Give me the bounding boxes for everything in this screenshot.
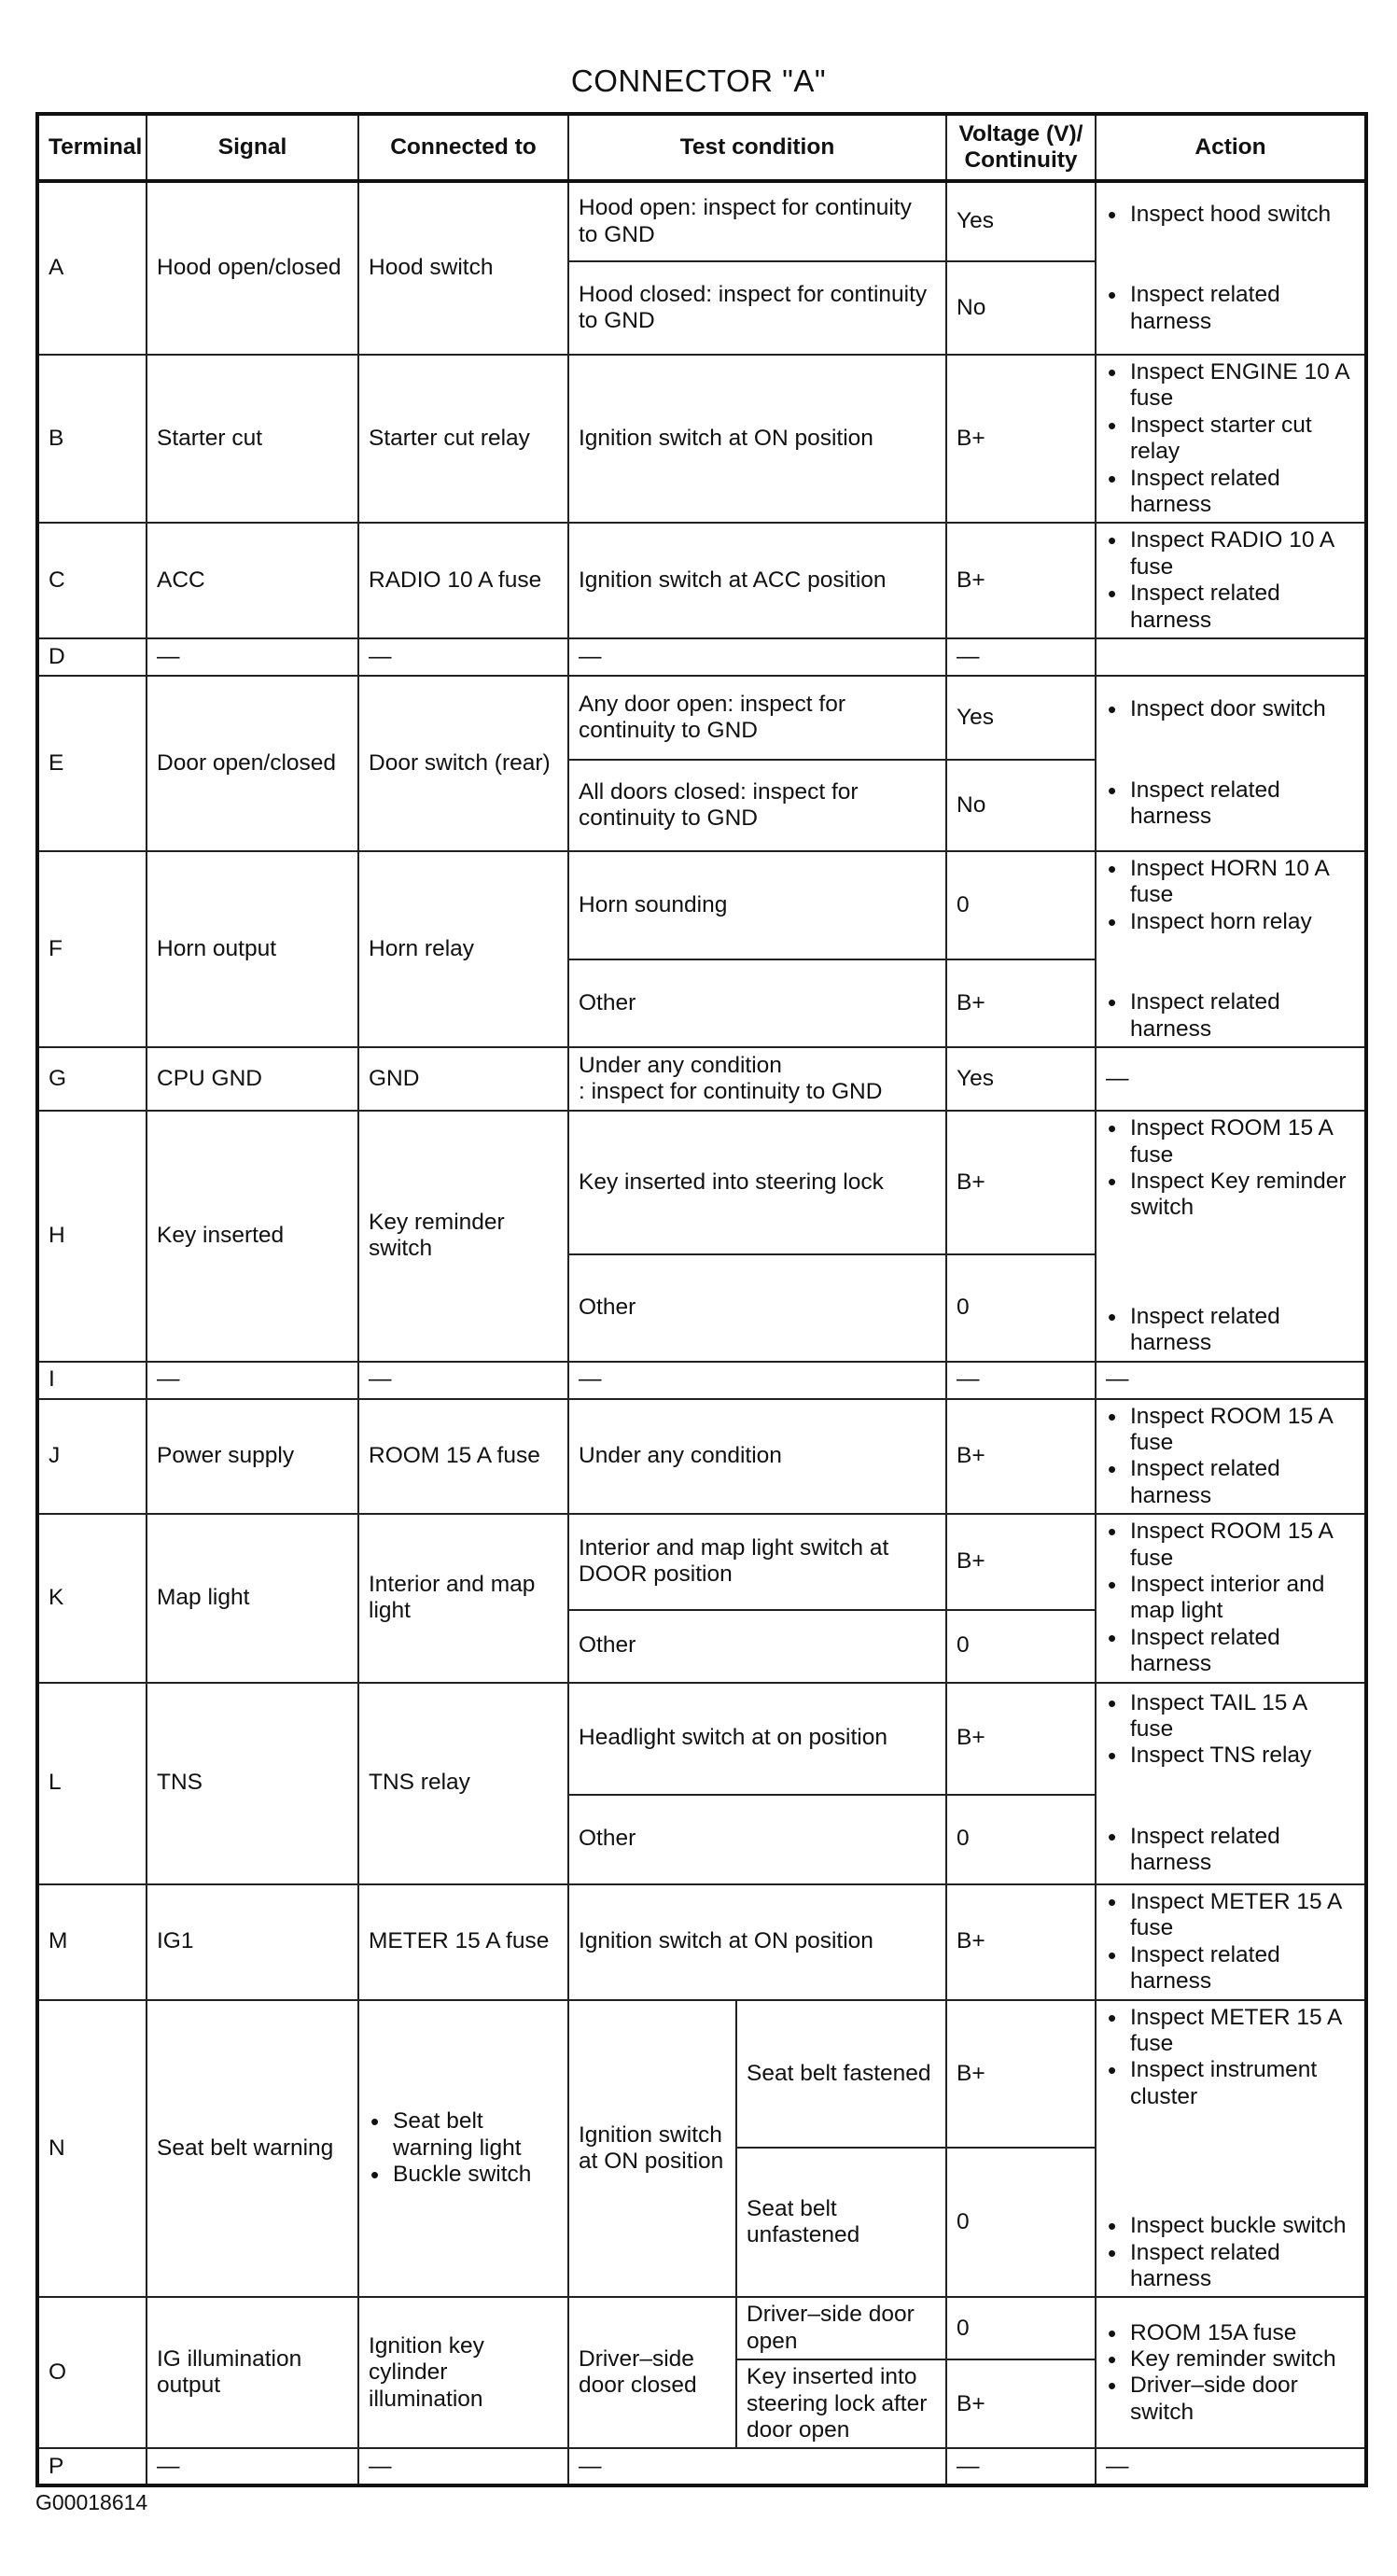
action-item: • Inspect related harness bbox=[1106, 466, 1355, 519]
action-cell bbox=[1096, 1884, 1366, 2000]
action-cell bbox=[1096, 2297, 1366, 2448]
terminal-cell: E bbox=[37, 676, 147, 851]
terminal-cell: N bbox=[37, 2000, 147, 2298]
action-item: • Inspect Key reminder switch bbox=[1106, 1169, 1355, 1222]
condition-cell: Other bbox=[568, 959, 946, 1047]
condition-cell: All doors closed: inspect for continuity to GND bbox=[568, 760, 946, 851]
empty-cell: — bbox=[1096, 2448, 1366, 2485]
signal-cell: CPU GND bbox=[147, 1047, 358, 1111]
signal-cell: Starter cut bbox=[147, 355, 358, 523]
connected-cell: Key reminder switch bbox=[358, 1111, 568, 1361]
condition-main-cell: Ignition switch at ON position bbox=[568, 2000, 736, 2298]
condition-cell: Hood open: inspect for continuity to GND bbox=[568, 181, 946, 261]
action-item: • Inspect related harness bbox=[1106, 777, 1355, 831]
action-item: • Inspect ROOM 15 A fuse bbox=[1106, 1115, 1355, 1169]
voltage-cell: 0 bbox=[946, 2148, 1096, 2297]
connected-cell: ROOM 15 A fuse bbox=[358, 1399, 568, 1515]
header-test-condition: Test condition bbox=[568, 114, 946, 181]
action-item: • Inspect horn relay bbox=[1106, 909, 1355, 935]
empty-cell: — bbox=[358, 1362, 568, 1399]
voltage-cell: 0 bbox=[946, 1254, 1096, 1362]
header-voltage-line1: Voltage (V)/ bbox=[958, 120, 1083, 147]
condition-cell: Other bbox=[568, 1254, 946, 1362]
connected-cell bbox=[358, 2000, 568, 2298]
voltage-cell: Yes bbox=[946, 676, 1096, 760]
condition-cell: Interior and map light switch at DOOR position bbox=[568, 1514, 946, 1610]
empty-cell: — bbox=[358, 638, 568, 676]
action-item: • Inspect buckle switch bbox=[1106, 2213, 1355, 2239]
table-row bbox=[37, 1399, 1366, 1515]
table-row bbox=[37, 1111, 1366, 1254]
empty-cell: — bbox=[946, 1362, 1096, 1399]
terminal-cell: L bbox=[37, 1683, 147, 1884]
signal-cell: Power supply bbox=[147, 1399, 358, 1515]
action-cell bbox=[1096, 523, 1366, 638]
terminal-cell: K bbox=[37, 1514, 147, 1682]
terminal-cell: H bbox=[37, 1111, 147, 1361]
header-row bbox=[37, 114, 1366, 181]
empty-cell: — bbox=[568, 638, 946, 676]
table-row bbox=[37, 1047, 1366, 1111]
empty-cell: — bbox=[1096, 1047, 1366, 1111]
action-item: • Inspect hood switch bbox=[1106, 202, 1355, 228]
voltage-cell: 0 bbox=[946, 2297, 1096, 2359]
action-item: • Inspect related harness bbox=[1106, 282, 1355, 335]
terminal-cell: B bbox=[37, 355, 147, 523]
voltage-cell: B+ bbox=[946, 1884, 1096, 2000]
table-row bbox=[37, 355, 1366, 523]
terminal-cell: D bbox=[37, 638, 147, 676]
header-terminal: Terminal bbox=[37, 114, 147, 181]
condition-line: Under any condition bbox=[579, 1052, 782, 1078]
connected-item: • Buckle switch bbox=[369, 2162, 558, 2188]
figure-code: G00018614 bbox=[35, 2490, 148, 2514]
voltage-cell: No bbox=[946, 261, 1096, 355]
condition-cell: Horn sounding bbox=[568, 851, 946, 959]
condition-cell: Key inserted into steering lock bbox=[568, 1111, 946, 1254]
condition-cell: Ignition switch at ACC position bbox=[568, 523, 946, 638]
action-cell bbox=[1096, 1399, 1366, 1515]
voltage-cell: B+ bbox=[946, 1683, 1096, 1795]
condition-sub-cell: Key inserted into steering lock after door open bbox=[736, 2359, 946, 2448]
voltage-cell: 0 bbox=[946, 1795, 1096, 1884]
condition-cell: Ignition switch at ON position bbox=[568, 1884, 946, 2000]
action-item: • Inspect related harness bbox=[1106, 1824, 1355, 1877]
signal-cell: Map light bbox=[147, 1514, 358, 1682]
action-item: • Key reminder switch bbox=[1106, 2346, 1355, 2373]
action-cell bbox=[1096, 851, 1366, 1047]
header-signal: Signal bbox=[147, 114, 358, 181]
action-cell bbox=[1096, 181, 1366, 355]
header-voltage bbox=[946, 114, 1096, 181]
condition-sub-cell: Seat belt unfastened bbox=[736, 2148, 946, 2297]
voltage-cell: No bbox=[946, 760, 1096, 851]
terminal-cell: C bbox=[37, 523, 147, 638]
table-row bbox=[37, 638, 1366, 676]
condition-cell: Other bbox=[568, 1795, 946, 1884]
connected-cell: TNS relay bbox=[358, 1683, 568, 1884]
voltage-cell: Yes bbox=[946, 1047, 1096, 1111]
action-cell bbox=[1096, 1514, 1366, 1682]
empty-cell: — bbox=[358, 2448, 568, 2485]
signal-cell: Door open/closed bbox=[147, 676, 358, 851]
voltage-cell: B+ bbox=[946, 2359, 1096, 2448]
condition-cell: Any door open: inspect for continuity to GND bbox=[568, 676, 946, 760]
empty-cell: — bbox=[946, 2448, 1096, 2485]
terminal-cell: P bbox=[37, 2448, 147, 2485]
table-row bbox=[37, 523, 1366, 638]
action-item: • Inspect ROOM 15 A fuse bbox=[1106, 1404, 1355, 1457]
action-item: • Inspect related harness bbox=[1106, 2240, 1355, 2293]
connected-cell: Interior and map light bbox=[358, 1514, 568, 1682]
signal-cell: IG1 bbox=[147, 1884, 358, 2000]
action-item: • Inspect related harness bbox=[1106, 1304, 1355, 1357]
connected-cell: Starter cut relay bbox=[358, 355, 568, 523]
signal-cell: Key inserted bbox=[147, 1111, 358, 1361]
table-row bbox=[37, 1362, 1366, 1399]
condition-line: : inspect for continuity to GND bbox=[579, 1079, 883, 1105]
voltage-cell: B+ bbox=[946, 1111, 1096, 1254]
action-item: • Inspect TNS relay bbox=[1106, 1743, 1355, 1769]
table-row bbox=[37, 1683, 1366, 1795]
action-cell bbox=[1096, 2000, 1366, 2298]
connected-cell: Ignition key cylinder illumination bbox=[358, 2297, 568, 2448]
connected-item: • Seat belt warning light bbox=[369, 2108, 558, 2162]
empty-cell: — bbox=[147, 638, 358, 676]
action-item: • Inspect interior and map light bbox=[1106, 1572, 1355, 1625]
condition-cell: Other bbox=[568, 1610, 946, 1683]
empty-cell: — bbox=[568, 2448, 946, 2485]
action-cell bbox=[1096, 1111, 1366, 1361]
voltage-cell: Yes bbox=[946, 181, 1096, 261]
table-row bbox=[37, 1884, 1366, 2000]
connected-cell: METER 15 A fuse bbox=[358, 1884, 568, 2000]
connected-cell: RADIO 10 A fuse bbox=[358, 523, 568, 638]
table-row bbox=[37, 2297, 1366, 2359]
condition-main-cell: Driver–side door closed bbox=[568, 2297, 736, 2448]
action-item: • Inspect METER 15 A fuse bbox=[1106, 1889, 1355, 1942]
table-row bbox=[37, 1514, 1366, 1610]
terminal-cell: M bbox=[37, 1884, 147, 2000]
table-row bbox=[37, 2000, 1366, 2148]
empty-cell: — bbox=[147, 1362, 358, 1399]
voltage-cell: B+ bbox=[946, 2000, 1096, 2148]
signal-cell: Seat belt warning bbox=[147, 2000, 358, 2298]
action-item: • Driver–side door switch bbox=[1106, 2373, 1355, 2426]
terminal-cell: J bbox=[37, 1399, 147, 1515]
connected-cell: Horn relay bbox=[358, 851, 568, 1047]
terminal-cell: A bbox=[37, 181, 147, 355]
voltage-cell: B+ bbox=[946, 1399, 1096, 1515]
signal-cell: ACC bbox=[147, 523, 358, 638]
action-item: • Inspect related harness bbox=[1106, 1625, 1355, 1678]
connector-table bbox=[35, 112, 1368, 2487]
condition-sub-cell: Driver–side door open bbox=[736, 2297, 946, 2359]
table-row bbox=[37, 676, 1366, 760]
voltage-cell: 0 bbox=[946, 851, 1096, 959]
empty-cell bbox=[1096, 638, 1366, 676]
action-item: • Inspect related harness bbox=[1106, 1942, 1355, 1995]
voltage-cell: B+ bbox=[946, 355, 1096, 523]
header-action: Action bbox=[1096, 114, 1366, 181]
voltage-cell: B+ bbox=[946, 523, 1096, 638]
header-voltage-line2: Continuity bbox=[964, 147, 1078, 173]
condition-cell: Ignition switch at ON position bbox=[568, 355, 946, 523]
action-cell bbox=[1096, 676, 1366, 851]
empty-cell: — bbox=[1096, 1362, 1366, 1399]
action-item: • Inspect TAIL 15 A fuse bbox=[1106, 1690, 1355, 1743]
condition-cell: Hood closed: inspect for continuity to GND bbox=[568, 261, 946, 355]
connected-cell: GND bbox=[358, 1047, 568, 1111]
action-cell bbox=[1096, 1683, 1366, 1884]
voltage-cell: 0 bbox=[946, 1610, 1096, 1683]
action-item: • Inspect related harness bbox=[1106, 581, 1355, 634]
action-cell bbox=[1096, 355, 1366, 523]
page-title: CONNECTOR "A" bbox=[570, 63, 827, 98]
action-item: • ROOM 15A fuse bbox=[1106, 2320, 1355, 2346]
empty-cell: — bbox=[147, 2448, 358, 2485]
action-item: • Inspect HORN 10 A fuse bbox=[1106, 856, 1355, 909]
condition-sub-cell: Seat belt fastened bbox=[736, 2000, 946, 2148]
action-item: • Inspect starter cut relay bbox=[1106, 413, 1355, 466]
action-item: • Inspect related harness bbox=[1106, 1456, 1355, 1509]
signal-cell: IG illumination output bbox=[147, 2297, 358, 2448]
action-item: • Inspect ROOM 15 A fuse bbox=[1106, 1519, 1355, 1572]
connected-cell: Hood switch bbox=[358, 181, 568, 355]
table-row bbox=[37, 2448, 1366, 2485]
action-item: • Inspect ENGINE 10 A fuse bbox=[1106, 359, 1355, 413]
condition-cell: Headlight switch at on position bbox=[568, 1683, 946, 1795]
signal-cell: Horn output bbox=[147, 851, 358, 1047]
connected-cell: Door switch (rear) bbox=[358, 676, 568, 851]
action-item: • Inspect door switch bbox=[1106, 696, 1355, 722]
empty-cell: — bbox=[568, 1362, 946, 1399]
signal-cell: Hood open/closed bbox=[147, 181, 358, 355]
table-row bbox=[37, 181, 1366, 261]
signal-cell: TNS bbox=[147, 1683, 358, 1884]
voltage-cell: B+ bbox=[946, 959, 1096, 1047]
terminal-cell: O bbox=[37, 2297, 147, 2448]
terminal-cell: I bbox=[37, 1362, 147, 1399]
action-item: • Inspect METER 15 A fuse bbox=[1106, 2005, 1355, 2058]
action-item: • Inspect instrument cluster bbox=[1106, 2057, 1355, 2110]
header-connected-to: Connected to bbox=[358, 114, 568, 181]
terminal-cell: F bbox=[37, 851, 147, 1047]
empty-cell: — bbox=[946, 638, 1096, 676]
terminal-cell: G bbox=[37, 1047, 147, 1111]
action-item: • Inspect RADIO 10 A fuse bbox=[1106, 527, 1355, 581]
voltage-cell: B+ bbox=[946, 1514, 1096, 1610]
condition-cell: Under any condition bbox=[568, 1399, 946, 1515]
condition-cell bbox=[568, 1047, 946, 1111]
table-row bbox=[37, 851, 1366, 959]
action-item: • Inspect related harness bbox=[1106, 989, 1355, 1043]
